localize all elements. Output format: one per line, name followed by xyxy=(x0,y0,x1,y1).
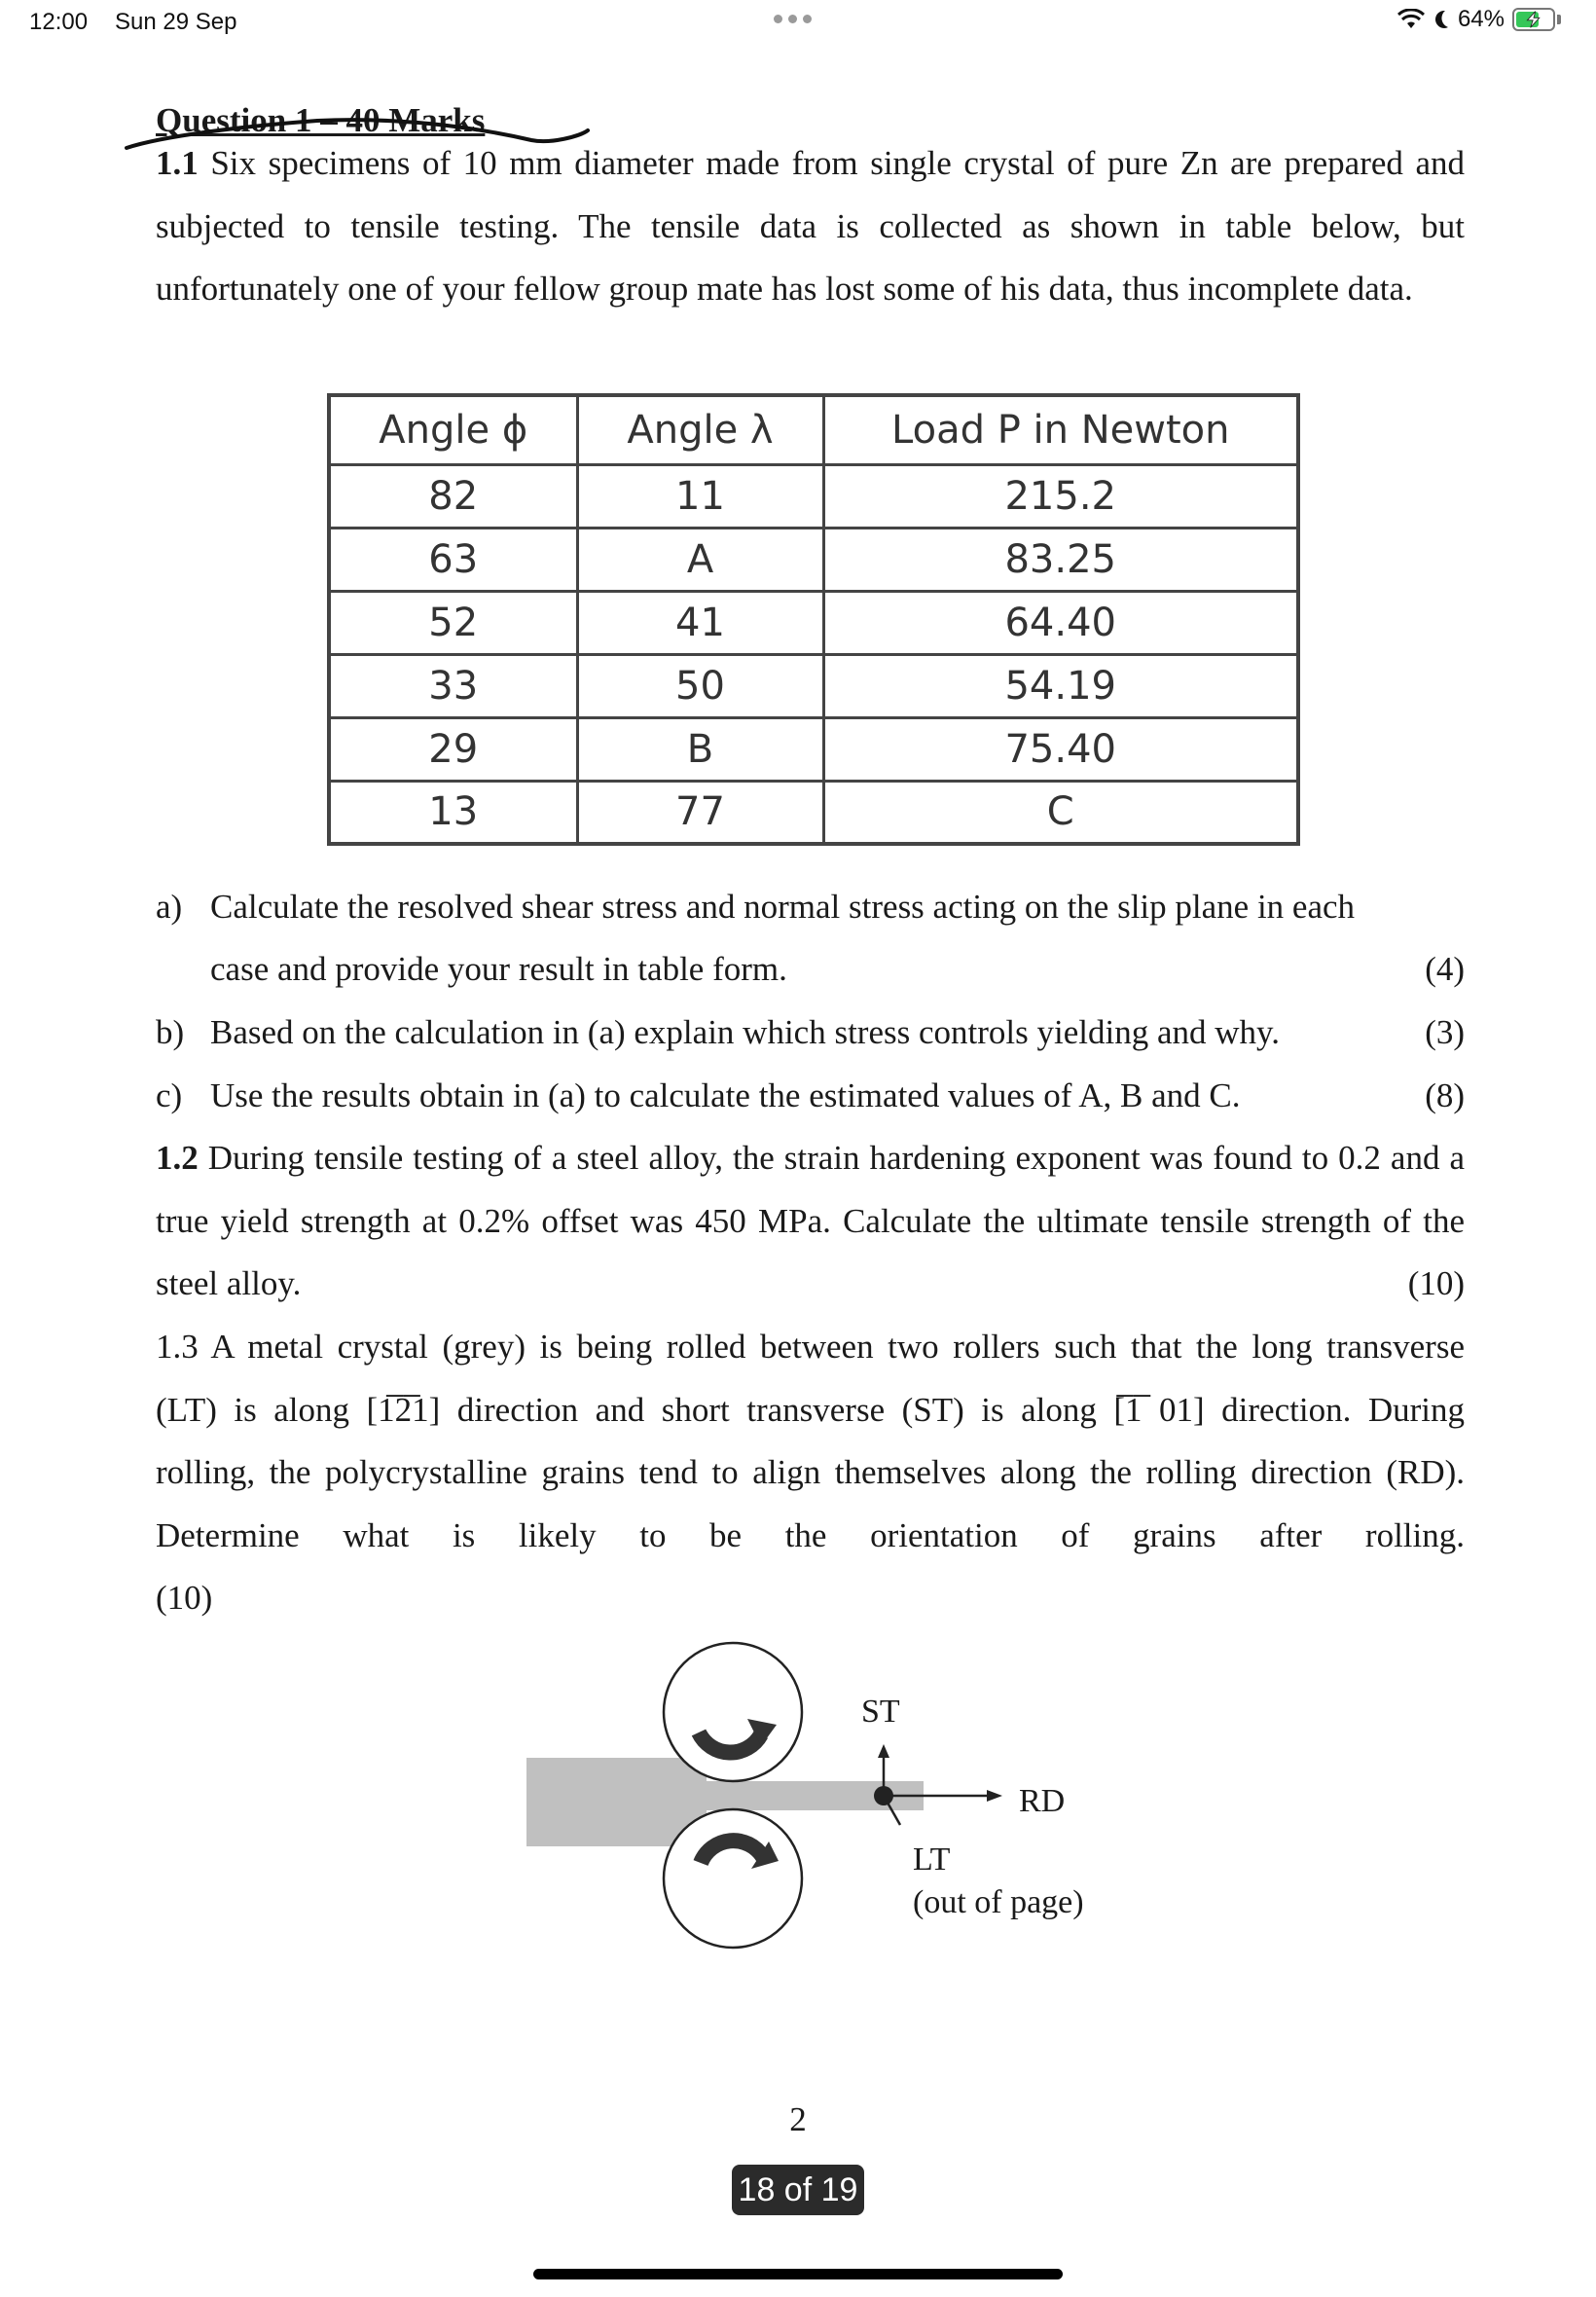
tensile-data-table xyxy=(327,393,1300,846)
rolling-diagram xyxy=(506,1635,1129,1966)
st-arrow-icon xyxy=(878,1744,889,1758)
table-cell: 33 xyxy=(329,654,577,717)
subquestion-marks: (4) xyxy=(1425,950,1465,988)
table-cell: 77 xyxy=(577,781,823,844)
question-1-1-text: Six specimens of 10 mm diameter made from single crystal of pure Zn are prepared and subjected to tensile testing. The tensile data is collected as shown in table below, but unfortunately one of your fellow group mate has lost some of his data, thus incomplete data. xyxy=(156,144,1465,308)
question-1-3-line: Determine what is likely to be the orientation of grains after rolling. xyxy=(156,1515,1465,1554)
subquestion-text: Based on the calculation in (a) explain which stress controls yielding and why. xyxy=(210,1013,1280,1051)
moon-icon xyxy=(1433,9,1450,30)
subquestion-label: a) xyxy=(156,888,183,926)
subquestion-b xyxy=(156,1002,1465,1064)
subquestion-label: b) xyxy=(156,1013,185,1051)
home-indicator[interactable] xyxy=(533,2269,1063,2279)
lt-label: LT xyxy=(913,1841,951,1878)
status-date: Sun 29 Sep xyxy=(115,9,237,35)
subquestion-text: Use the results obtain in (a) to calculate the estimated values of A, B and C. xyxy=(210,1076,1241,1114)
subquestion-a xyxy=(156,876,1465,1003)
question-1-3-line: (LT) is along [1̅2̅1] direction and short transverse (ST) is along [̅1̅ 01] direction. During xyxy=(156,1390,1465,1429)
st-label: ST xyxy=(861,1694,900,1730)
question-1-2-number: 1.2 xyxy=(156,1139,199,1177)
question-1-3-line: rolling, the polycrystalline grains tend to align themselves along the rolling direction (RD). xyxy=(156,1453,1465,1491)
table-cell: 54.19 xyxy=(823,654,1298,717)
header-angle-phi: Angle ϕ xyxy=(329,395,577,464)
question-1-3 xyxy=(156,1316,1465,1630)
table-cell: 41 xyxy=(577,591,823,654)
table-cell: 63 xyxy=(329,528,577,591)
question-1-3-line: 1.3 A metal crystal (grey) is being rolled between two rollers such that the long transverse xyxy=(156,1328,1465,1366)
lower-roller xyxy=(664,1809,802,1948)
multitasking-dots-icon[interactable] xyxy=(774,15,812,23)
table-cell: B xyxy=(577,717,823,781)
wifi-icon xyxy=(1397,9,1425,30)
page-number: 2 xyxy=(789,2100,807,2138)
table-cell: 11 xyxy=(577,464,823,528)
table-row xyxy=(329,464,1298,528)
header-angle-lambda: Angle λ xyxy=(577,395,823,464)
table-row xyxy=(329,591,1298,654)
table-cell: 82 xyxy=(329,464,577,528)
status-time: 12:00 xyxy=(29,9,89,35)
subquestion-c xyxy=(156,1065,1465,1127)
question-1-2 xyxy=(156,1127,1465,1316)
rd-arrow-icon xyxy=(987,1790,1002,1802)
table-header-row xyxy=(329,395,1298,464)
subquestion-label: c) xyxy=(156,1076,183,1114)
subquestion-marks: (3) xyxy=(1425,1013,1465,1051)
table-row xyxy=(329,528,1298,591)
origin-dot xyxy=(874,1786,893,1805)
subquestion-text: Calculate the resolved shear stress and normal stress acting on the slip plane in each case and provide your result in table form. xyxy=(210,888,1356,988)
table-cell: 75.40 xyxy=(823,717,1298,781)
battery-charging-icon xyxy=(1512,8,1555,31)
table-cell: 64.40 xyxy=(823,591,1298,654)
table-cell: 13 xyxy=(329,781,577,844)
table-cell: C xyxy=(823,781,1298,844)
question-1-3-marks: (10) xyxy=(156,1579,213,1617)
table-cell: 50 xyxy=(577,654,823,717)
table-cell: 29 xyxy=(329,717,577,781)
table-cell: A xyxy=(577,528,823,591)
table-cell: 215.2 xyxy=(823,464,1298,528)
battery-percent: 64% xyxy=(1457,6,1505,32)
table-cell: 52 xyxy=(329,591,577,654)
header-load: Load P in Newton xyxy=(823,395,1298,464)
question-1-2-text: During tensile testing of a steel alloy, the strain hardening exponent was found to 0.2 and a true yield strength at 0.2% offset was 450 MPa. Calculate the ultimate tensile strength of the steel alloy. xyxy=(156,1139,1465,1302)
question-1-1 xyxy=(156,132,1465,321)
question-1-1-number: 1.1 xyxy=(156,144,199,182)
page-indicator[interactable]: 18 of 19 xyxy=(732,2165,864,2215)
status-bar xyxy=(0,0,1596,49)
table-cell: 83.25 xyxy=(823,528,1298,591)
table-row xyxy=(329,717,1298,781)
rd-label: RD xyxy=(1019,1783,1066,1819)
table-row xyxy=(329,781,1298,844)
table-row xyxy=(329,654,1298,717)
lt-note: (out of page) xyxy=(913,1884,1084,1920)
question-1-2-marks: (10) xyxy=(1407,1264,1465,1302)
subquestion-marks: (8) xyxy=(1425,1076,1465,1114)
question-title: Question 1 – 40 Marks xyxy=(156,101,486,139)
upper-roller xyxy=(664,1643,802,1781)
